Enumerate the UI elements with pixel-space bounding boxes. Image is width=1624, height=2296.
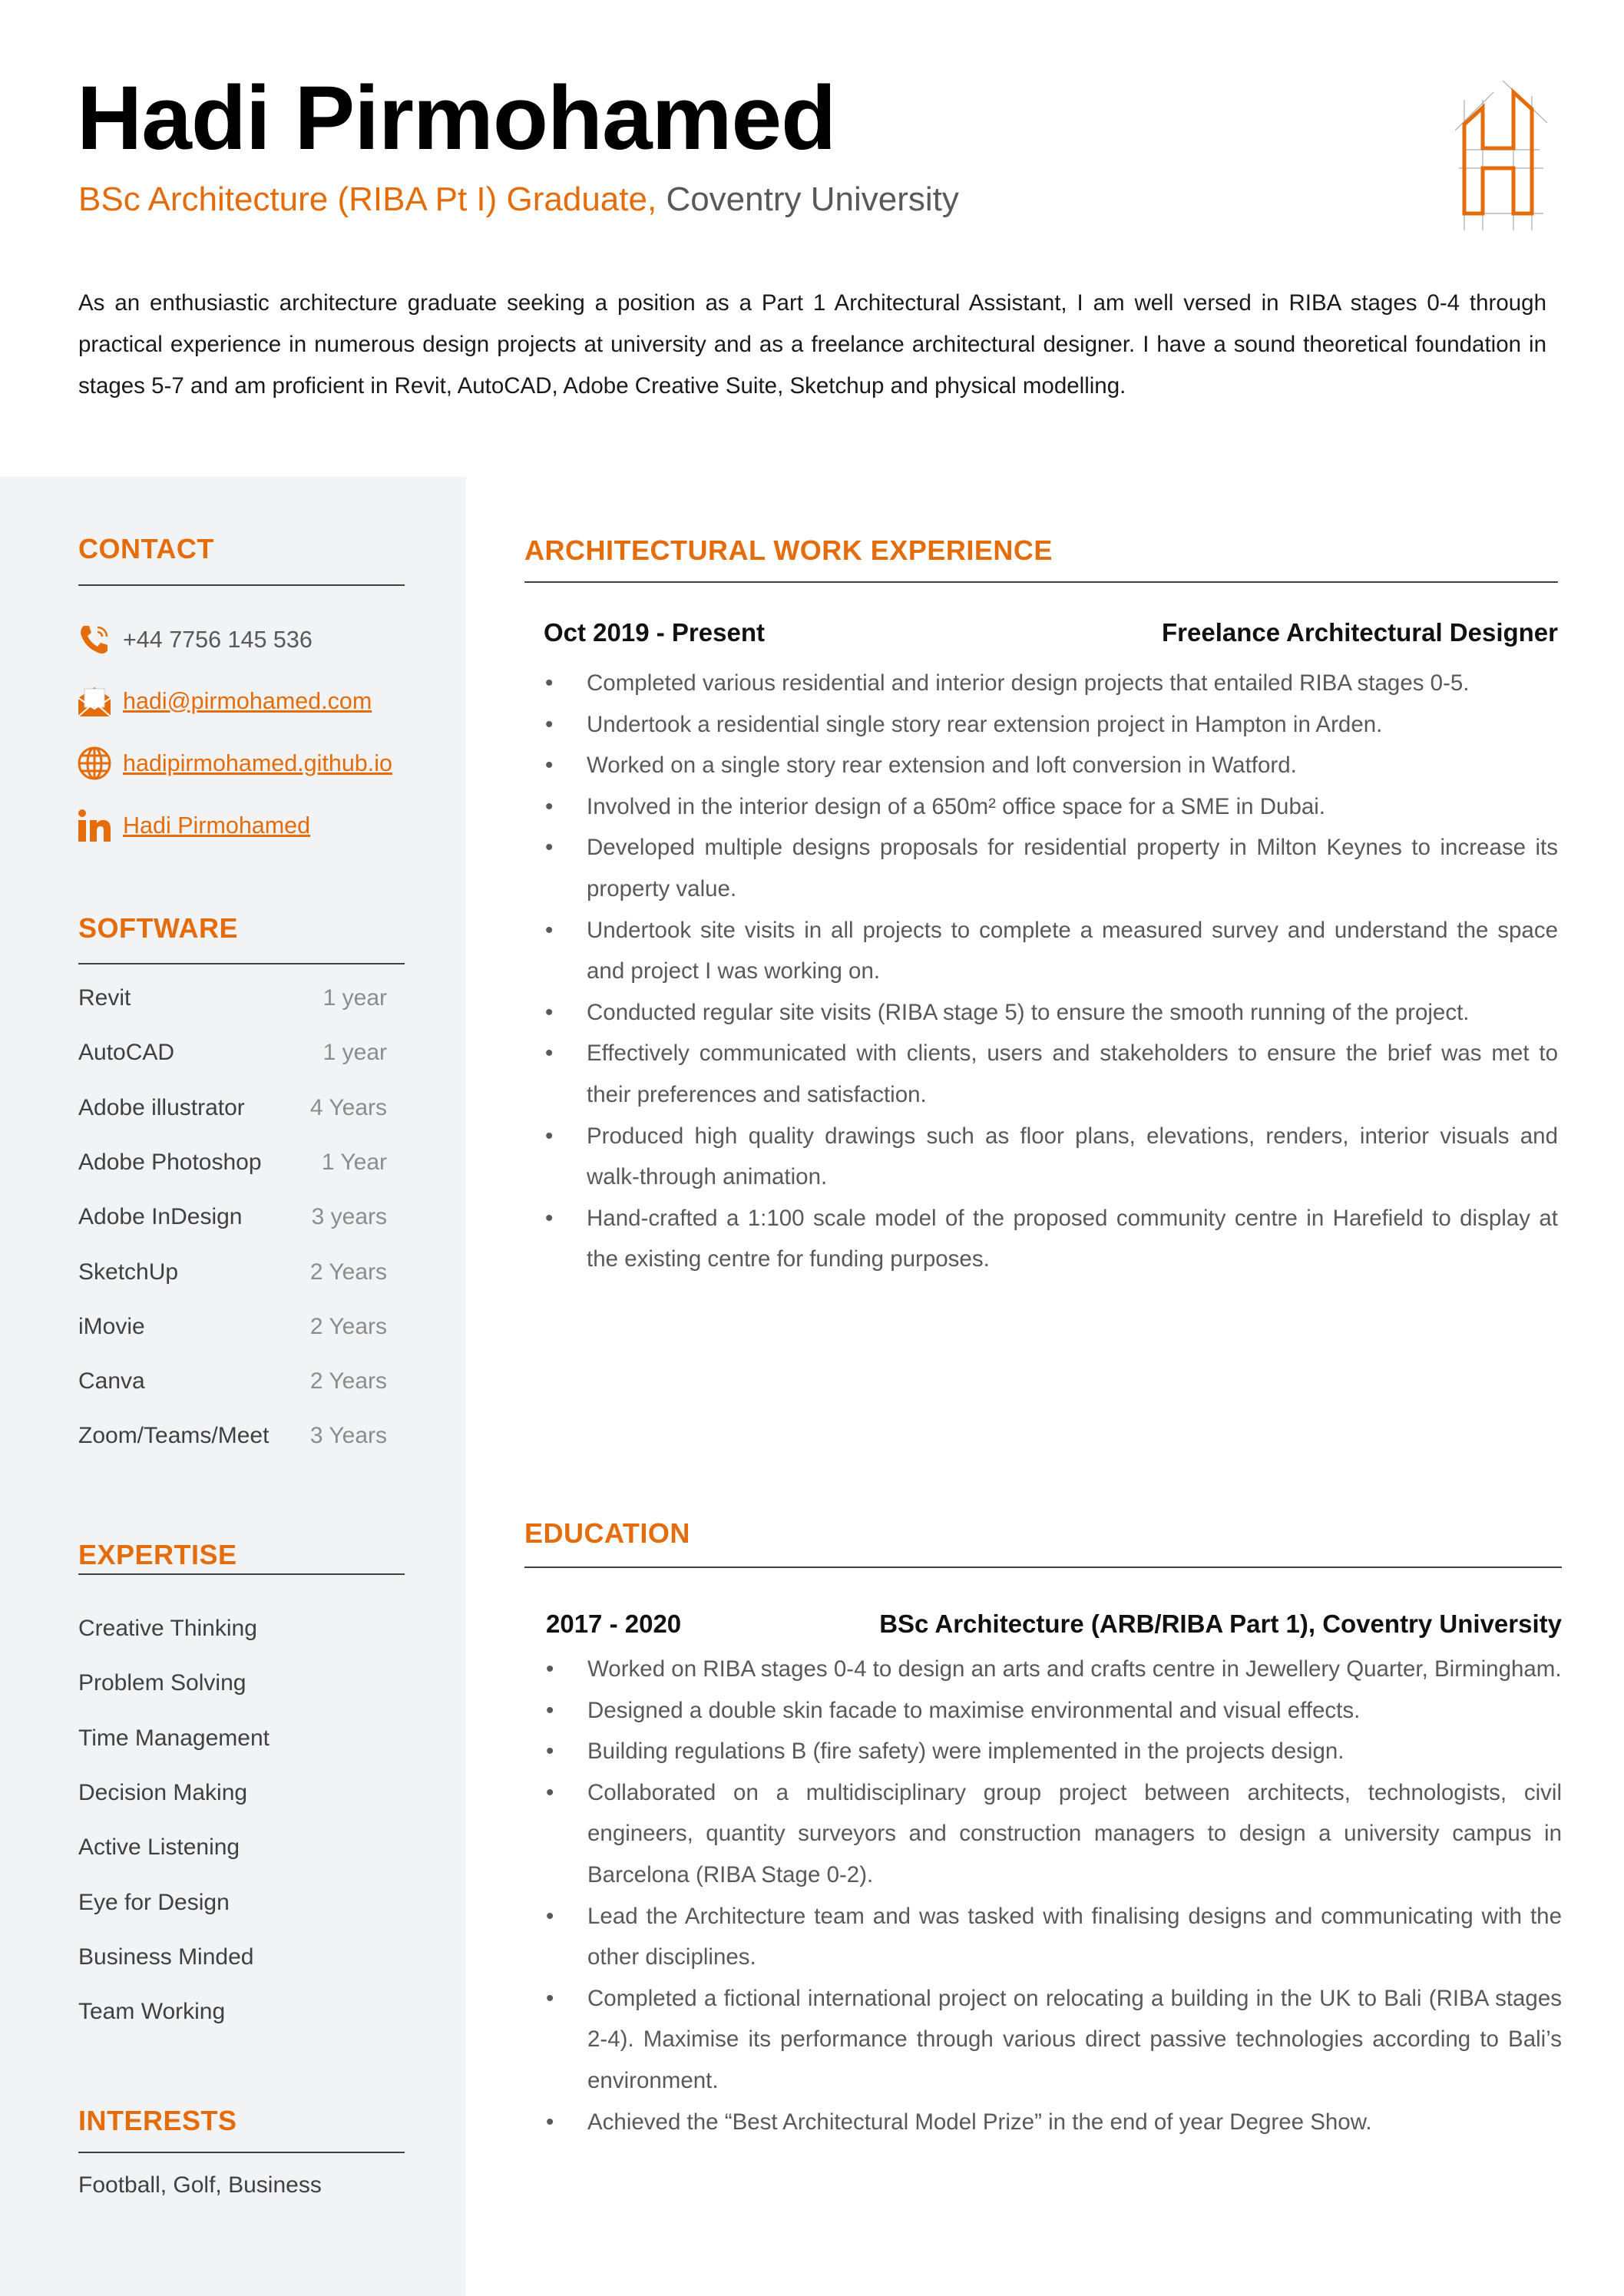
globe-icon bbox=[77, 746, 112, 781]
software-name: Zoom/Teams/Meet bbox=[78, 1423, 270, 1449]
divider bbox=[78, 2152, 405, 2153]
software-name: Canva bbox=[78, 1368, 145, 1394]
experience-bullet: • Involved in the interior design of a 650m² office space for a SME in Dubai. bbox=[545, 786, 1558, 828]
experience-role: Freelance Architectural Designer bbox=[1162, 618, 1558, 647]
software-name: Adobe Photoshop bbox=[78, 1149, 262, 1175]
software-item bbox=[78, 1423, 387, 1449]
software-years: 3 Years bbox=[309, 1423, 387, 1449]
h-house-logo bbox=[1455, 77, 1555, 230]
software-item bbox=[78, 1040, 387, 1066]
divider bbox=[78, 584, 405, 586]
education-bullet: • Building regulations B (fire safety) were implemented in the projects design. bbox=[546, 1731, 1562, 1772]
interests-text: Football, Golf, Business bbox=[78, 2172, 322, 2198]
contact-website[interactable] bbox=[77, 746, 392, 781]
experience-bullet: • Hand-crafted a 1:100 scale model of the proposed community centre in Harefield to display at the existing centre for funding purposes. bbox=[545, 1198, 1558, 1280]
software-years: 1 year bbox=[322, 1040, 387, 1066]
experience-bullet: • Undertook site visits in all projects to complete a measured survey and understand the space and project I was working on. bbox=[545, 910, 1558, 992]
education-heading: EDUCATION bbox=[524, 1517, 690, 1549]
software-years: 2 Years bbox=[309, 1259, 387, 1285]
interests-heading: INTERESTS bbox=[78, 2105, 237, 2136]
linkedin-icon bbox=[77, 808, 112, 843]
subtitle-degree: BSc Architecture (RIBA Pt I) Graduate, bbox=[78, 180, 657, 218]
contact-heading: CONTACT bbox=[78, 533, 214, 564]
software-name: SketchUp bbox=[78, 1259, 179, 1285]
subtitle bbox=[78, 180, 959, 220]
software-item bbox=[78, 1314, 387, 1340]
education-bullet: • Designed a double skin facade to maximise environmental and visual effects. bbox=[546, 1690, 1562, 1732]
profile-summary: As an enthusiastic architecture graduate seeking a position as a Part 1 Architectural Assistant, I am well versed in RIBA stages 0-4 through practical experience in numerous design projects at university and as a freelance architectural designer. I have a sound theoretical foundation in stages 5-7 and am proficient in Revit, AutoCAD, Adobe Creative Suite, Sketchup and physical modelling. bbox=[78, 290, 1546, 399]
software-item bbox=[78, 1150, 387, 1176]
education-date: 2017 - 2020 bbox=[546, 1610, 682, 1638]
subtitle-university: Coventry University bbox=[666, 180, 959, 218]
software-item bbox=[78, 1259, 387, 1285]
experience-bullet: • Conducted regular site visits (RIBA stage 5) to ensure the smooth running of the project. bbox=[545, 992, 1558, 1034]
expertise-heading: EXPERTISE bbox=[78, 1539, 237, 1570]
divider bbox=[78, 1573, 405, 1575]
linkedin-link[interactable]: Hadi Pirmohamed bbox=[123, 812, 311, 839]
divider bbox=[78, 963, 405, 964]
software-years: 2 Years bbox=[309, 1368, 387, 1394]
experience-bullet: • Worked on a single story rear extension and loft conversion in Watford. bbox=[545, 745, 1558, 786]
experience-bullet: • Produced high quality drawings such as floor plans, elevations, renders, interior visuals and walk-through animation. bbox=[545, 1116, 1558, 1198]
software-years: 3 years bbox=[311, 1204, 387, 1230]
software-years: 2 Years bbox=[309, 1313, 387, 1339]
divider bbox=[524, 581, 1558, 583]
software-item bbox=[78, 985, 387, 1011]
software-name: iMovie bbox=[78, 1313, 145, 1339]
experience-heading: ARCHITECTURAL WORK EXPERIENCE bbox=[524, 534, 1053, 566]
contact-phone bbox=[77, 622, 313, 657]
experience-bullet: • Undertook a residential single story rear extension project in Hampton in Arden. bbox=[545, 704, 1558, 746]
divider bbox=[524, 1567, 1562, 1568]
software-years: 1 Year bbox=[321, 1149, 387, 1175]
experience-bullet: • Developed multiple designs proposals for residential property in Milton Keynes to increase its property value. bbox=[545, 827, 1558, 909]
expertise-item: Decision Making bbox=[78, 1779, 248, 1805]
experience-date: Oct 2019 - Present bbox=[544, 618, 765, 647]
experience-bullet: • Completed various residential and interior design projects that entailed RIBA stages 0-5. bbox=[545, 663, 1558, 704]
education-bullet: • Completed a fictional international project on relocating a building in the UK to Bali (RIBA stages 2-4). Maximise its performance through various direct passive technologies according to Bali’s environment. bbox=[546, 1978, 1562, 2102]
envelope-icon bbox=[77, 683, 112, 719]
email-link[interactable]: hadi@pirmohamed.com bbox=[123, 687, 372, 714]
expertise-item: Problem Solving bbox=[78, 1670, 246, 1696]
software-name: Adobe illustrator bbox=[78, 1094, 245, 1120]
experience-header bbox=[544, 618, 1558, 647]
education-bullet: • Collaborated on a multidisciplinary group project between architects, technologists, civil engineers, quantity surveyors and construction managers to design a university campus in Barcelona (RIBA Stage 0-2). bbox=[546, 1772, 1562, 1896]
phone-icon bbox=[77, 622, 112, 657]
experience-bullets bbox=[545, 663, 1558, 1280]
expertise-item: Eye for Design bbox=[78, 1889, 230, 1915]
education-bullet: • Worked on RIBA stages 0-4 to design an arts and crafts centre in Jewellery Quarter, Birmingham. bbox=[546, 1649, 1562, 1690]
software-years: 4 Years bbox=[309, 1094, 387, 1120]
education-bullet: • Lead the Architecture team and was tasked with finalising designs and communicating with the other disciplines. bbox=[546, 1896, 1562, 1978]
expertise-item: Creative Thinking bbox=[78, 1616, 257, 1641]
software-name: Adobe InDesign bbox=[78, 1204, 243, 1230]
website-link[interactable]: hadipirmohamed.github.io bbox=[123, 749, 392, 776]
candidate-name: Hadi Pirmohamed bbox=[77, 68, 836, 169]
software-heading: SOFTWARE bbox=[78, 912, 238, 944]
education-bullets bbox=[546, 1649, 1562, 2142]
expertise-item: Active Listening bbox=[78, 1834, 240, 1861]
education-degree: BSc Architecture (ARB/RIBA Part 1), Coventry University bbox=[879, 1610, 1562, 1638]
software-name: Revit bbox=[78, 985, 131, 1011]
education-header bbox=[546, 1610, 1562, 1639]
expertise-item: Time Management bbox=[78, 1725, 270, 1751]
expertise-item: Business Minded bbox=[78, 1944, 254, 1970]
experience-bullet: • Effectively communicated with clients, users and stakeholders to ensure the brief was met to their preferences and satisfaction. bbox=[545, 1033, 1558, 1115]
contact-email[interactable] bbox=[77, 683, 372, 719]
software-years: 1 year bbox=[322, 985, 387, 1011]
software-item bbox=[78, 1095, 387, 1121]
education-bullet: • Achieved the “Best Architectural Model Prize” in the end of year Degree Show. bbox=[546, 2102, 1562, 2143]
phone-number: +44 7756 145 536 bbox=[123, 626, 313, 653]
contact-linkedin[interactable] bbox=[77, 808, 310, 843]
software-item bbox=[78, 1368, 387, 1394]
software-item bbox=[78, 1204, 387, 1230]
software-name: AutoCAD bbox=[78, 1040, 175, 1066]
expertise-item: Team Working bbox=[78, 1999, 226, 2025]
